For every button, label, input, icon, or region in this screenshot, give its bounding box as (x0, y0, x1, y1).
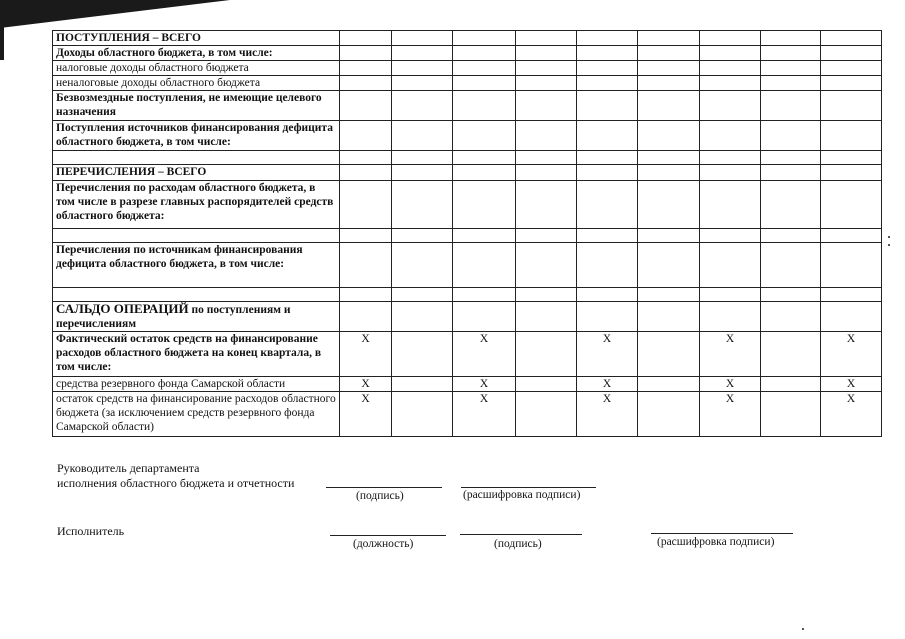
value-cell (516, 46, 577, 61)
x-mark-cell: X (700, 377, 761, 392)
value-cell (638, 229, 700, 243)
value-cell (638, 46, 700, 61)
value-cell (516, 61, 577, 76)
x-mark-cell: X (453, 377, 516, 392)
value-cell (638, 121, 700, 151)
value-cell (392, 332, 453, 377)
value-cell (761, 91, 821, 121)
value-cell (516, 76, 577, 91)
value-cell (453, 76, 516, 91)
head-decode-line (461, 487, 596, 488)
value-cell (453, 288, 516, 302)
value-cell (700, 243, 761, 288)
row-label: Перечисления по источникам финансирования дефицита областного бюджета, в том числе: (53, 243, 340, 288)
value-cell (392, 91, 453, 121)
value-cell (453, 31, 516, 46)
value-cell (821, 288, 882, 302)
value-cell (392, 121, 453, 151)
value-cell (392, 76, 453, 91)
value-cell (516, 332, 577, 377)
value-cell (516, 243, 577, 288)
value-cell (761, 302, 821, 332)
row-label: ПЕРЕЧИСЛЕНИЯ – ВСЕГО (53, 165, 340, 181)
value-cell (577, 229, 638, 243)
value-cell (821, 243, 882, 288)
table-row (53, 151, 882, 165)
value-cell (577, 151, 638, 165)
table-row (53, 229, 882, 243)
value-cell (392, 288, 453, 302)
value-cell (340, 46, 392, 61)
value-cell (761, 332, 821, 377)
value-cell (340, 229, 392, 243)
value-cell (700, 229, 761, 243)
table-row (53, 288, 882, 302)
row-label (53, 288, 340, 302)
saldo-rest-text: по поступлениям и перечислениям (56, 304, 291, 330)
value-cell (577, 243, 638, 288)
scan-speck (802, 628, 804, 630)
value-cell (638, 151, 700, 165)
value-cell (638, 91, 700, 121)
table-row (53, 61, 882, 76)
head-title-line2: исполнения областного бюджета и отчетности (57, 476, 295, 490)
x-mark-cell: X (340, 332, 392, 377)
value-cell (700, 181, 761, 229)
row-label: Безвозмездные поступления, не имеющие целевого назначения (53, 91, 340, 121)
value-cell (392, 377, 453, 392)
executor-signature-caption: (подпись) (494, 538, 542, 550)
table-row (53, 332, 882, 377)
value-cell (638, 243, 700, 288)
row-label (53, 151, 340, 165)
value-cell (577, 46, 638, 61)
executor-position-line (330, 535, 446, 536)
value-cell (821, 46, 882, 61)
value-cell (821, 151, 882, 165)
value-cell (638, 61, 700, 76)
table-row (53, 243, 882, 288)
head-decode-caption: (расшифровка подписи) (463, 489, 581, 501)
scan-speck (888, 244, 890, 246)
value-cell (453, 229, 516, 243)
value-cell (761, 181, 821, 229)
value-cell (821, 229, 882, 243)
row-label (53, 302, 340, 332)
table-body (53, 31, 882, 437)
value-cell (516, 91, 577, 121)
value-cell (761, 31, 821, 46)
value-cell (821, 31, 882, 46)
executor-label: Исполнитель (57, 524, 125, 538)
table-row (53, 31, 882, 46)
value-cell (821, 91, 882, 121)
value-cell (761, 243, 821, 288)
value-cell (453, 181, 516, 229)
row-label: неналоговые доходы областного бюджета (53, 76, 340, 91)
value-cell (761, 61, 821, 76)
row-label: остаток средств на финансирование расходов областного бюджета (за исключением средств резервного фонда Самарской области) (53, 392, 340, 437)
executor-position-caption: (должность) (353, 538, 414, 550)
value-cell (821, 181, 882, 229)
value-cell (340, 61, 392, 76)
value-cell (516, 31, 577, 46)
value-cell (516, 288, 577, 302)
value-cell (638, 392, 700, 437)
value-cell (761, 121, 821, 151)
value-cell (453, 302, 516, 332)
value-cell (700, 165, 761, 181)
value-cell (761, 377, 821, 392)
x-mark-cell: X (340, 377, 392, 392)
value-cell (340, 121, 392, 151)
value-cell (821, 302, 882, 332)
value-cell (392, 165, 453, 181)
x-mark-cell: X (821, 332, 882, 377)
value-cell (700, 31, 761, 46)
value-cell (700, 288, 761, 302)
scan-edge-shadow (0, 0, 4, 60)
x-mark-cell: X (453, 392, 516, 437)
value-cell (577, 288, 638, 302)
value-cell (392, 46, 453, 61)
value-cell (577, 181, 638, 229)
x-mark-cell: X (577, 392, 638, 437)
row-label (53, 229, 340, 243)
row-label: Доходы областного бюджета, в том числе: (53, 46, 340, 61)
value-cell (453, 91, 516, 121)
table-row (53, 165, 882, 181)
value-cell (516, 392, 577, 437)
x-mark-cell: X (700, 332, 761, 377)
value-cell (340, 288, 392, 302)
x-mark-cell: X (700, 392, 761, 437)
value-cell (392, 392, 453, 437)
value-cell (638, 288, 700, 302)
value-cell (577, 91, 638, 121)
x-mark-cell: X (340, 392, 392, 437)
value-cell (392, 243, 453, 288)
row-label: средства резервного фонда Самарской области (53, 377, 340, 392)
x-mark-cell: X (453, 332, 516, 377)
value-cell (638, 76, 700, 91)
head-title-line1: Руководитель департамента (57, 461, 200, 475)
value-cell (761, 288, 821, 302)
table-row (53, 302, 882, 332)
value-cell (516, 151, 577, 165)
value-cell (700, 61, 761, 76)
value-cell (340, 165, 392, 181)
value-cell (516, 121, 577, 151)
value-cell (340, 151, 392, 165)
table-row (53, 392, 882, 437)
value-cell (516, 377, 577, 392)
value-cell (638, 302, 700, 332)
table-row (53, 46, 882, 61)
value-cell (761, 76, 821, 91)
value-cell (577, 302, 638, 332)
value-cell (340, 31, 392, 46)
value-cell (516, 165, 577, 181)
table-row (53, 121, 882, 151)
value-cell (761, 46, 821, 61)
value-cell (340, 181, 392, 229)
value-cell (638, 31, 700, 46)
executor-signature-line (460, 534, 582, 535)
value-cell (577, 61, 638, 76)
value-cell (638, 181, 700, 229)
value-cell (638, 377, 700, 392)
value-cell (638, 332, 700, 377)
value-cell (453, 46, 516, 61)
x-mark-cell: X (821, 392, 882, 437)
value-cell (340, 243, 392, 288)
x-mark-cell: X (577, 377, 638, 392)
value-cell (821, 165, 882, 181)
row-label: налоговые доходы областного бюджета (53, 61, 340, 76)
value-cell (577, 76, 638, 91)
row-label: Поступления источников финансирования дефицита областного бюджета, в том числе: (53, 121, 340, 151)
value-cell (638, 165, 700, 181)
x-mark-cell: X (821, 377, 882, 392)
value-cell (392, 229, 453, 243)
value-cell (453, 61, 516, 76)
value-cell (340, 91, 392, 121)
value-cell (821, 76, 882, 91)
value-cell (392, 181, 453, 229)
value-cell (340, 76, 392, 91)
executor-decode-line (651, 533, 793, 534)
value-cell (700, 151, 761, 165)
saldo-strong-text: САЛЬДО ОПЕРАЦИЙ (56, 301, 189, 316)
scan-corner-shadow (0, 0, 230, 28)
value-cell (577, 165, 638, 181)
value-cell (700, 46, 761, 61)
budget-table (52, 30, 882, 437)
value-cell (700, 91, 761, 121)
value-cell (516, 302, 577, 332)
row-label: Перечисления по расходам областного бюджета, в том числе в разрезе главных распорядителей средств областного бюджета: (53, 181, 340, 229)
head-signature-caption: (подпись) (356, 490, 404, 502)
value-cell (761, 392, 821, 437)
row-label: ПОСТУПЛЕНИЯ – ВСЕГО (53, 31, 340, 46)
value-cell (453, 165, 516, 181)
value-cell (761, 165, 821, 181)
row-label: Фактический остаток средств на финансирование расходов областного бюджета на конец квартала, в том числе: (53, 332, 340, 377)
value-cell (577, 121, 638, 151)
value-cell (761, 151, 821, 165)
value-cell (700, 302, 761, 332)
value-cell (821, 121, 882, 151)
executor-decode-caption: (расшифровка подписи) (657, 536, 775, 548)
value-cell (392, 151, 453, 165)
table-row (53, 181, 882, 229)
value-cell (453, 121, 516, 151)
value-cell (761, 229, 821, 243)
value-cell (821, 61, 882, 76)
value-cell (577, 31, 638, 46)
value-cell (700, 76, 761, 91)
x-mark-cell: X (577, 332, 638, 377)
value-cell (340, 302, 392, 332)
table-row (53, 91, 882, 121)
table-row (53, 76, 882, 91)
value-cell (453, 151, 516, 165)
value-cell (453, 243, 516, 288)
table-row (53, 377, 882, 392)
value-cell (392, 31, 453, 46)
value-cell (392, 61, 453, 76)
scan-speck (888, 236, 890, 238)
head-signature-line (326, 487, 442, 488)
value-cell (516, 229, 577, 243)
value-cell (700, 121, 761, 151)
value-cell (516, 181, 577, 229)
value-cell (392, 302, 453, 332)
